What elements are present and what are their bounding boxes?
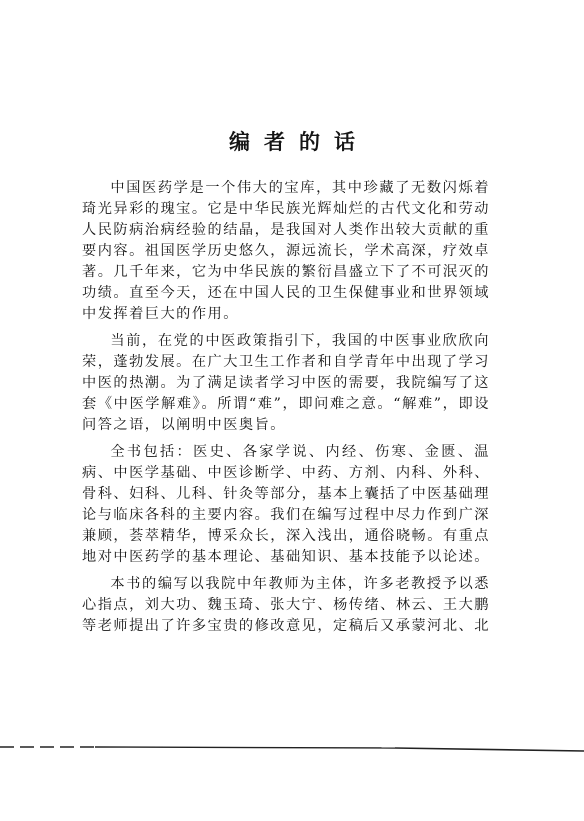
page-bottom-rule (0, 742, 584, 756)
paragraph-1: 中国医药学是一个伟大的宝库，其中珍藏了无数闪烁着琦光异彩的瑰宝。它是中华民族光辉灿烂的古代文化和劳动人民防病治病经验的结晶，是我国对人类作出较大贡献的重要内容。祖国医学历史悠久，源远流长，学术高深，疗效卓著。几千年来，它为中华民族的繁衍昌盛立下了不可泯灭的功绩。直至今天，还在中国人民的卫生保健事业和世界领域中发挥着巨大的作用。 (82, 180, 490, 322)
page-title: 编者的话 (229, 129, 369, 154)
body-text (82, 178, 490, 643)
paragraph-2: 当前，在党的中医政策指引下，我国的中医事业欣欣向荣，蓬勃发展。在广大卫生工作者和自学青年中出现了学习中医的热潮。为了满足读者学习中医的需要，我院编写了这套《中医学解难》。所谓“难”，即问难之意。“解难”，即设问答之语，以阐明中医奥旨。 (82, 333, 490, 433)
paragraph-3: 全书包括：医史、各家学说、内经、伤寒、金匮、温病、中医学基础、中医诊断学、中药、方剂、内科、外科、骨科、妇科、儿科、针灸等部分，基本上囊括了中医基础理论与临床各科的主要内容。我们在编写过程中尽力作到广深兼顾，荟萃精华，博采众长，深入浅出，通俗晓畅。有重点地对中医药学的基本理论、基础知识、基本技能予以论述。 (82, 444, 490, 565)
paragraph-4: 本书的编写以我院中年教师为主体，许多老教授予以悉心指点，刘大功、魏玉琦、张大宁、杨传绪、林云、王大鹏等老师提出了许多宝贵的修改意见，定稿后又承蒙河北、北 (82, 576, 490, 634)
